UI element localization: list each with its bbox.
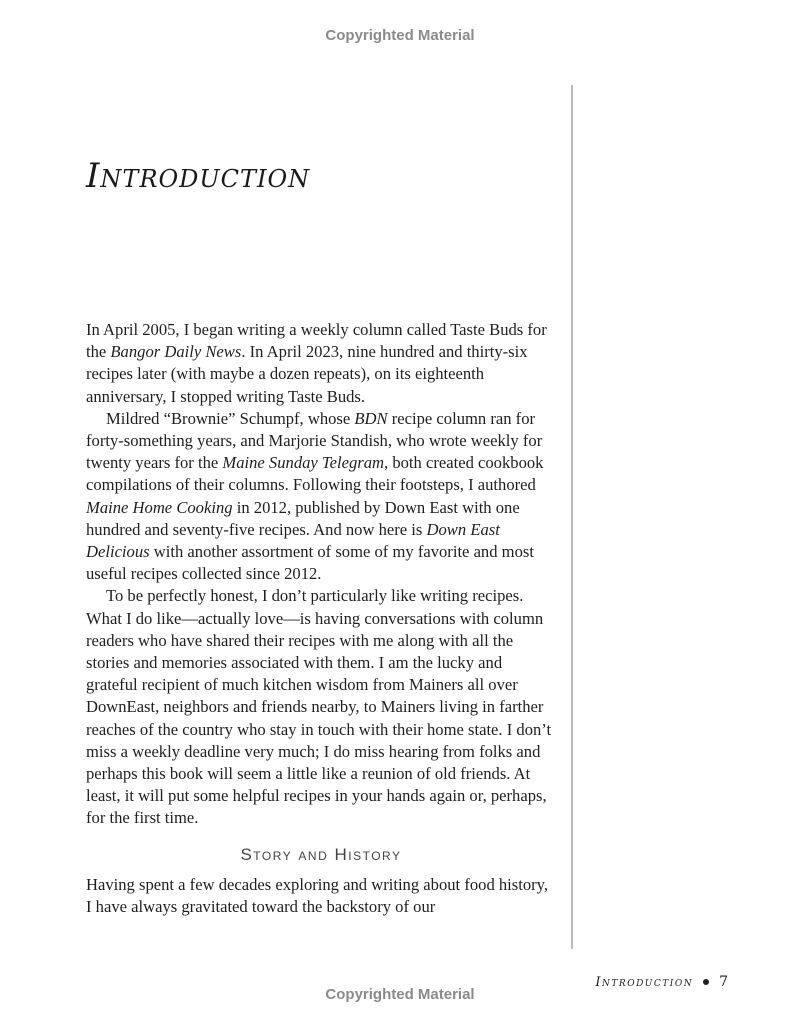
section-subheading: Story and History <box>240 844 402 864</box>
bullet-separator-icon <box>703 979 709 985</box>
copyright-watermark-top: Copyrighted Material <box>325 27 475 44</box>
copyright-watermark-bottom: Copyrighted Material <box>325 986 475 1003</box>
italic-title: BDN <box>354 408 388 428</box>
italic-title: Down East Delicious <box>86 519 500 562</box>
text-run: Mildred “Brownie” Schumpf, whose <box>106 408 355 428</box>
paragraph-2 <box>86 408 556 586</box>
text-run: In April 2005, I began writing a weekly column called Taste Buds for the <box>86 320 547 362</box>
paragraph-4: Having spent a few decades exploring and writing about food history, I have always gravitated toward the backstory of our <box>86 874 549 917</box>
italic-title: Maine Sunday Telegram, <box>222 453 389 473</box>
text-run: To be perfectly honest, I don’t particularly like writing recipes. What I do like—actually love—is having conversations with column readers who have shared their recipes with me along with all the stories and memories associated with them. I am the lucky and grateful recipient of much kitchen wisdom from Mainers all over DownEast, neighbors and friends nearby, to Mainers living in farther reaches of the country who stay in touch with their home state. I don’t miss a weekly deadline very much; I do miss hearing from folks and perhaps this book will seem a little like a reunion of old friends. At least, it will put some helpful recipes in your hands again or, perhaps, for the first time. <box>86 586 552 828</box>
text-run: . In April 2023, nine hundred and thirty-six recipes later (with maybe a dozen repeats), on its eighteenth anniversary, I stopped writing Taste Buds. <box>86 342 528 406</box>
text-run: in 2012, published by Down East with one hundred and seventy-five recipes. And now here is <box>86 497 520 539</box>
italic-title: Bangor Daily News <box>110 342 242 362</box>
text-run: recipe column ran for forty-something years, and Marjorie Standish, who wrote weekly for twenty years for the <box>86 408 543 473</box>
paragraph-1 <box>86 319 556 408</box>
italic-title: Maine Home Cooking <box>86 497 233 517</box>
vertical-divider <box>571 85 573 949</box>
paragraph-3 <box>86 585 556 829</box>
page-number: 7 <box>719 974 728 990</box>
text-run: with another assortment of some of my favorite and most useful recipes collected since 2012. <box>86 542 534 584</box>
running-footer-section: Introduction <box>595 974 694 990</box>
chapter-title: Introduction <box>86 156 311 196</box>
text-run: both created cookbook compilations of their columns. Following their footsteps, I authored <box>86 453 544 495</box>
body-text <box>86 319 556 918</box>
